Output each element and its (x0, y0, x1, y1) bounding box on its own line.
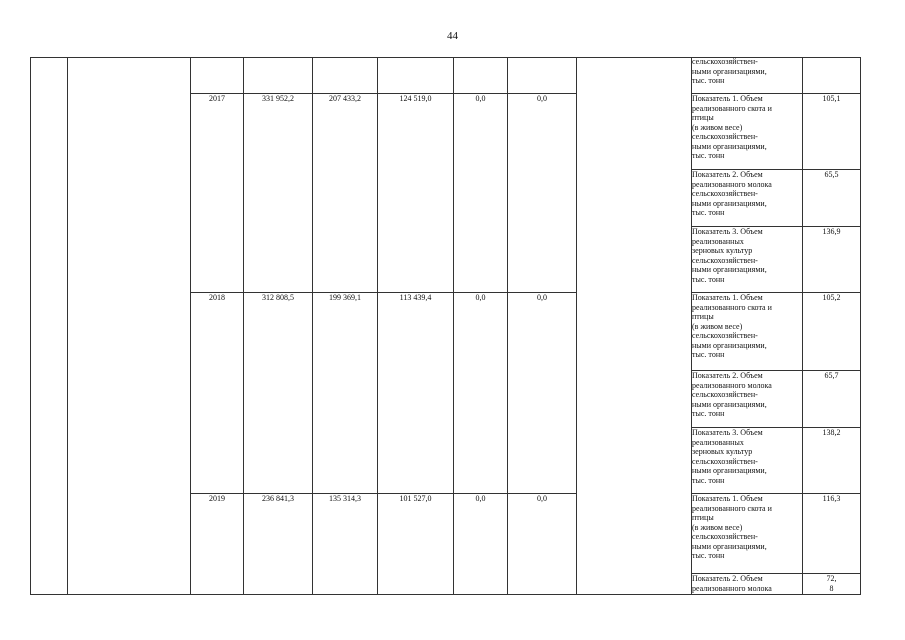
indicator-text: Показатель 1. Объем реализованного скота и птицы (в живом весе) сельскохозяйствен- ными организациями, тыс. тонн (692, 94, 772, 160)
indicator-cell (692, 94, 803, 170)
indicator-text: Показатель 1. Объем реализованного скота и птицы (в живом весе) сельскохозяйствен- ными организациями, тыс. тонн (692, 494, 772, 560)
total-cell: 312 808,5 (244, 293, 313, 494)
page-number: 44 (447, 30, 458, 42)
amount-cell: 199 369,1 (313, 293, 378, 494)
indicator-value: 136,9 (803, 227, 861, 293)
empty-cell (191, 58, 244, 94)
indicator-text: Показатель 3. Объем реализованных зерновых культур сельскохозяйствен- ными организациями, тыс. тонн (692, 227, 767, 284)
amount-cell: 113 439,4 (378, 293, 454, 494)
indicator-cell (692, 494, 803, 574)
total-cell: 331 952,2 (244, 94, 313, 293)
empty-cell (378, 58, 454, 94)
amount-cell: 207 433,2 (313, 94, 378, 293)
empty-cell (508, 58, 577, 94)
indicator-cell (692, 170, 803, 227)
empty-cell (577, 58, 692, 595)
indicator-value: 65,7 (803, 371, 861, 428)
indicator-value: 105,1 (803, 94, 861, 170)
total-cell: 236 841,3 (244, 494, 313, 595)
empty-cell (454, 58, 508, 94)
amount-cell: 0,0 (454, 94, 508, 293)
indicator-text: сельскохозяйствен- ными организациями, тыс. тонн (692, 57, 767, 85)
indicator-cell (692, 293, 803, 371)
indicator-text: Показатель 1. Объем реализованного скота и птицы (в живом весе) сельскохозяйствен- ными организациями, тыс. тонн (692, 293, 772, 359)
indicator-cell (692, 227, 803, 293)
indicator-cell (692, 371, 803, 428)
indicator-value: 65,5 (803, 170, 861, 227)
amount-cell: 124 519,0 (378, 94, 454, 293)
indicator-value: 105,2 (803, 293, 861, 371)
indicator-cell (692, 428, 803, 494)
table-row (31, 58, 861, 94)
indicator-value (803, 574, 861, 595)
indicator-value (803, 58, 861, 94)
budget-indicator-table (30, 57, 861, 595)
empty-cell (31, 58, 68, 595)
year-cell: 2017 (191, 94, 244, 293)
amount-cell: 135 314,3 (313, 494, 378, 595)
indicator-text: Показатель 3. Объем реализованных зерновых культур сельскохозяйствен- ными организациями, тыс. тонн (692, 428, 767, 485)
year-cell: 2019 (191, 494, 244, 595)
amount-cell: 101 527,0 (378, 494, 454, 595)
empty-cell (313, 58, 378, 94)
amount-cell: 0,0 (508, 94, 577, 293)
indicator-value: 138,2 (803, 428, 861, 494)
indicator-cell (692, 58, 803, 94)
indicator-text: Показатель 2. Объем реализованного молока сельскохозяйствен- ными организациями, тыс. тонн (692, 170, 772, 217)
indicator-cell (692, 574, 803, 595)
indicator-value-text: 72, 8 (826, 574, 837, 593)
indicator-value: 116,3 (803, 494, 861, 574)
indicator-text: Показатель 2. Объем реализованного молока (692, 574, 772, 593)
amount-cell: 0,0 (508, 494, 577, 595)
amount-cell: 0,0 (508, 293, 577, 494)
year-cell: 2018 (191, 293, 244, 494)
amount-cell: 0,0 (454, 494, 508, 595)
empty-cell (244, 58, 313, 94)
amount-cell: 0,0 (454, 293, 508, 494)
empty-cell (68, 58, 191, 595)
indicator-text: Показатель 2. Объем реализованного молока сельскохозяйствен- ными организациями, тыс. тонн (692, 371, 772, 418)
